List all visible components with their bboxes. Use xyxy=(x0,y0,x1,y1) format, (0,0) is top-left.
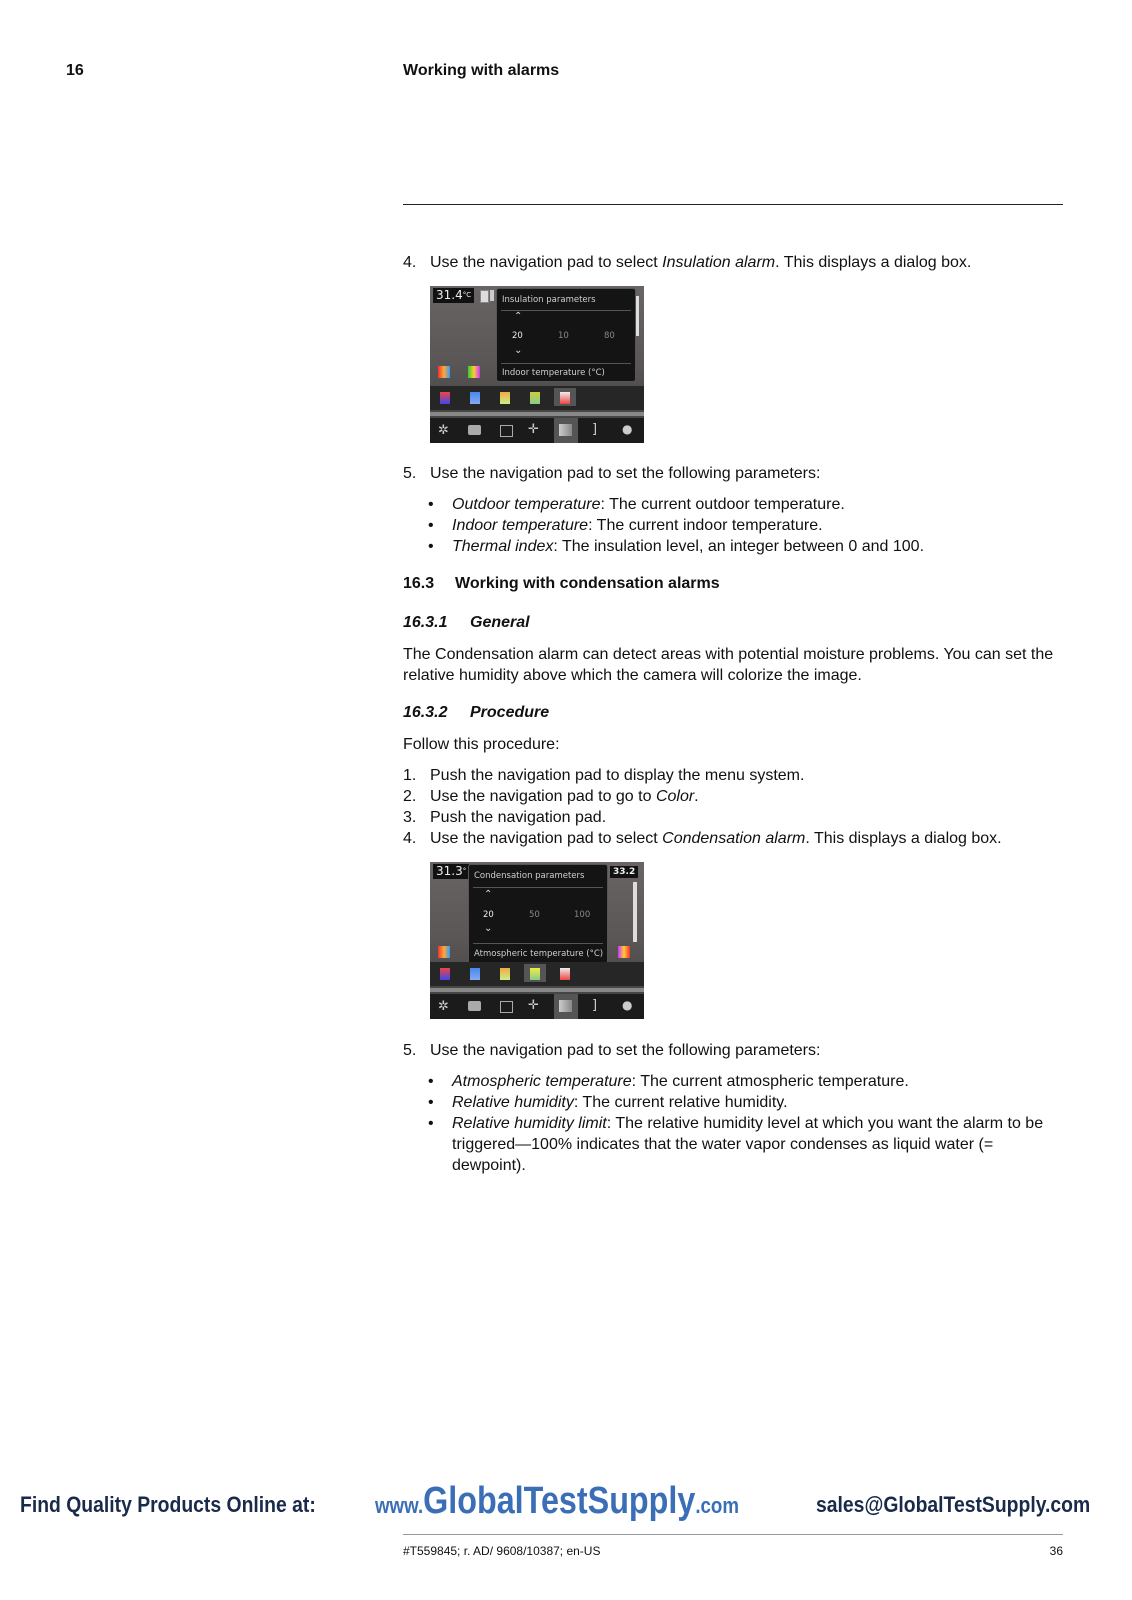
chevron-up-icon[interactable]: ⌃ xyxy=(484,889,493,900)
bullet: • xyxy=(428,1094,434,1111)
step-text xyxy=(430,765,1060,786)
step-number: 1. xyxy=(403,767,417,784)
step-text xyxy=(430,807,1060,828)
bullet: • xyxy=(428,517,434,534)
gear-icon[interactable]: ✲ xyxy=(438,423,449,438)
bullet-text xyxy=(452,1092,1060,1113)
image-mode-icon[interactable] xyxy=(500,1001,513,1013)
alarm-mode-row xyxy=(430,386,644,410)
dialog-field-label: Atmospheric temperature (°C) xyxy=(474,949,604,959)
document-reference: #T559845; r. AD/ 9608/10387; en-US xyxy=(403,1544,601,1558)
parameter-value-atmospheric[interactable]: 20 xyxy=(483,910,494,920)
bullet-term: Atmospheric temperature xyxy=(452,1073,632,1090)
condensation-alarm-icon[interactable] xyxy=(530,968,540,980)
temperature-readout xyxy=(433,864,469,879)
parameter-value-outdoor[interactable]: 20 xyxy=(512,331,523,341)
bullet-desc: : The current outdoor temperature. xyxy=(600,496,845,513)
footer-rule xyxy=(403,1534,1063,1535)
lamp-icon[interactable]: ● xyxy=(622,422,633,436)
step-number: 5. xyxy=(403,1042,417,1059)
footer-www: www. xyxy=(375,1493,424,1518)
palette-icon[interactable] xyxy=(438,946,450,958)
bullet-text xyxy=(452,494,1060,515)
color-palette-icon[interactable] xyxy=(559,424,572,436)
bullet-desc: : The insulation level, an integer between 0 and 100. xyxy=(553,538,925,555)
camera-toolbar xyxy=(430,418,644,443)
step-text xyxy=(430,786,1060,807)
subsection-title: Procedure xyxy=(470,704,550,721)
below-alarm-icon[interactable] xyxy=(470,968,480,980)
scrollbar[interactable] xyxy=(633,882,637,942)
dialog-title: Insulation parameters xyxy=(502,295,596,305)
bullet-text xyxy=(452,536,1060,557)
footer-com: .com xyxy=(695,1493,739,1518)
step-text-pre: Use the navigation pad to go to xyxy=(430,788,656,805)
insulation-dialog[interactable] xyxy=(496,288,636,382)
step-text-em: Insulation alarm xyxy=(662,254,776,271)
bullet-term: Relative humidity limit xyxy=(452,1115,607,1132)
temperature-unit: °C xyxy=(462,291,472,299)
chapter-title: Working with alarms xyxy=(403,62,560,79)
parameter-value-indoor[interactable]: 10 xyxy=(558,331,569,341)
bullet: • xyxy=(428,1115,434,1132)
step-text xyxy=(430,828,1060,849)
step-number: 4. xyxy=(403,254,417,271)
bullet-term: Outdoor temperature xyxy=(452,496,601,513)
camera-icon[interactable] xyxy=(468,1001,481,1011)
bullet-text xyxy=(452,1113,1060,1176)
dialog-separator xyxy=(473,943,603,944)
below-alarm-icon[interactable] xyxy=(470,392,480,404)
image-mode-icon[interactable] xyxy=(500,425,513,437)
camera-toolbar xyxy=(430,994,644,1019)
bullet-text xyxy=(452,515,1060,536)
dialog-title: Condensation parameters xyxy=(474,871,585,881)
step-number: 2. xyxy=(403,788,417,805)
bullet: • xyxy=(428,538,434,555)
chapter-number: 16 xyxy=(66,62,84,79)
bullet-desc: : The current atmospheric temperature. xyxy=(631,1073,909,1090)
step-number: 4. xyxy=(403,830,417,847)
step-text-post: . This displays a dialog box. xyxy=(805,830,1002,847)
condensation-dialog[interactable] xyxy=(468,864,608,964)
insulation-alarm-icon[interactable] xyxy=(560,968,570,980)
general-paragraph: The Condensation alarm can detect areas with potential moisture problems. You can set the relative humidity above which the camera will colorize the image. xyxy=(403,646,1054,684)
procedure-intro: Follow this procedure: xyxy=(403,736,560,753)
bullet-desc: : The current relative humidity. xyxy=(573,1094,788,1111)
temperature-value: 31.3 xyxy=(436,864,463,878)
palette-icon[interactable] xyxy=(618,946,630,958)
header-rule xyxy=(403,204,1063,205)
footer-brand: GlobalTestSupply xyxy=(423,1480,696,1522)
step-text-post: . This displays a dialog box. xyxy=(775,254,972,271)
step-text: Use the navigation pad to set the following parameters: xyxy=(430,465,821,482)
section-title: Working with condensation alarms xyxy=(455,575,720,592)
bullet-desc: : The current indoor temperature. xyxy=(588,517,823,534)
dialog-field-label: Indoor temperature (°C) xyxy=(502,368,605,378)
step-text-pre: Use the navigation pad to select xyxy=(430,830,663,847)
color-palette-icon[interactable] xyxy=(559,1000,572,1012)
storage-icon xyxy=(490,290,494,301)
step-text-em: Color xyxy=(655,788,695,805)
dialog-separator xyxy=(473,887,603,888)
palette-icon[interactable] xyxy=(438,366,450,378)
dialog-separator xyxy=(501,363,631,364)
condensation-screen xyxy=(430,862,644,1019)
gear-icon[interactable]: ✲ xyxy=(438,999,449,1014)
lamp-icon[interactable]: ● xyxy=(622,998,633,1012)
scrollbar[interactable] xyxy=(636,296,639,336)
chevron-down-icon[interactable]: ⌄ xyxy=(514,345,523,356)
bullet-term: Relative humidity xyxy=(452,1094,574,1111)
crosshair-icon[interactable]: ✛ xyxy=(528,998,539,1013)
step-text: Use the navigation pad to set the following parameters: xyxy=(430,1042,821,1059)
insulation-screen xyxy=(430,286,644,443)
step-text xyxy=(430,252,1060,273)
parameter-value-thermal-index[interactable]: 80 xyxy=(604,331,615,341)
condensation-alarm-icon[interactable] xyxy=(530,392,540,404)
parameter-value-humidity-limit[interactable]: 100 xyxy=(574,910,591,920)
bullet: • xyxy=(428,496,434,513)
step-text-pre: Use the navigation pad to select xyxy=(430,254,663,271)
bracket-icon[interactable]: ] xyxy=(592,998,598,1013)
above-alarm-icon[interactable] xyxy=(440,968,450,980)
bullet-term: Indoor temperature xyxy=(452,517,589,534)
step-text-pre: Push the navigation pad. xyxy=(430,809,607,826)
insulation-alarm-icon[interactable] xyxy=(560,392,570,404)
section-number: 16.3 xyxy=(403,575,435,592)
above-alarm-icon[interactable] xyxy=(440,392,450,404)
chevron-down-icon[interactable]: ⌄ xyxy=(484,923,493,934)
palette-icon[interactable] xyxy=(468,366,480,378)
subsection-title: General xyxy=(470,614,530,631)
bullet-term: Thermal index xyxy=(452,538,554,555)
subsection-number: 16.3.2 xyxy=(403,704,448,721)
step-text-pre: Push the navigation pad to display the menu system. xyxy=(430,767,805,784)
bullet-desc: : The relative humidity level at which you want the alarm to be triggered—100% indicates that the water vapor condenses as liquid water (= dewpoint). xyxy=(452,1115,1044,1174)
temperature-readout xyxy=(433,288,474,303)
step-text-post: . xyxy=(694,788,699,805)
temperature-value: 31.4 xyxy=(436,288,463,302)
interval-alarm-icon[interactable] xyxy=(500,968,510,980)
crosshair-icon[interactable]: ✛ xyxy=(528,422,539,437)
parameter-value-humidity[interactable]: 50 xyxy=(529,910,540,920)
bullet-text xyxy=(452,1071,1060,1092)
divider xyxy=(430,412,644,416)
bracket-icon[interactable]: ] xyxy=(592,422,598,437)
max-temperature-readout: 33.2 xyxy=(610,866,638,878)
interval-alarm-icon[interactable] xyxy=(500,392,510,404)
footer-slogan: Find Quality Products Online at: xyxy=(20,1492,316,1517)
footer-email-link[interactable]: sales@GlobalTestSupply.com xyxy=(816,1492,1091,1517)
step-number: 5. xyxy=(403,465,417,482)
divider xyxy=(430,988,644,992)
battery-icon xyxy=(480,290,489,303)
page-number: 36 xyxy=(1049,1544,1063,1558)
chevron-up-icon[interactable]: ⌃ xyxy=(514,311,523,322)
temperature-unit: ° xyxy=(462,867,467,875)
bullet: • xyxy=(428,1073,434,1090)
alarm-mode-row xyxy=(430,962,644,986)
camera-icon[interactable] xyxy=(468,425,481,435)
subsection-number: 16.3.1 xyxy=(403,614,448,631)
step-number: 3. xyxy=(403,809,417,826)
footer-website-link[interactable] xyxy=(375,1480,739,1523)
step-text-em: Condensation alarm xyxy=(662,830,806,847)
